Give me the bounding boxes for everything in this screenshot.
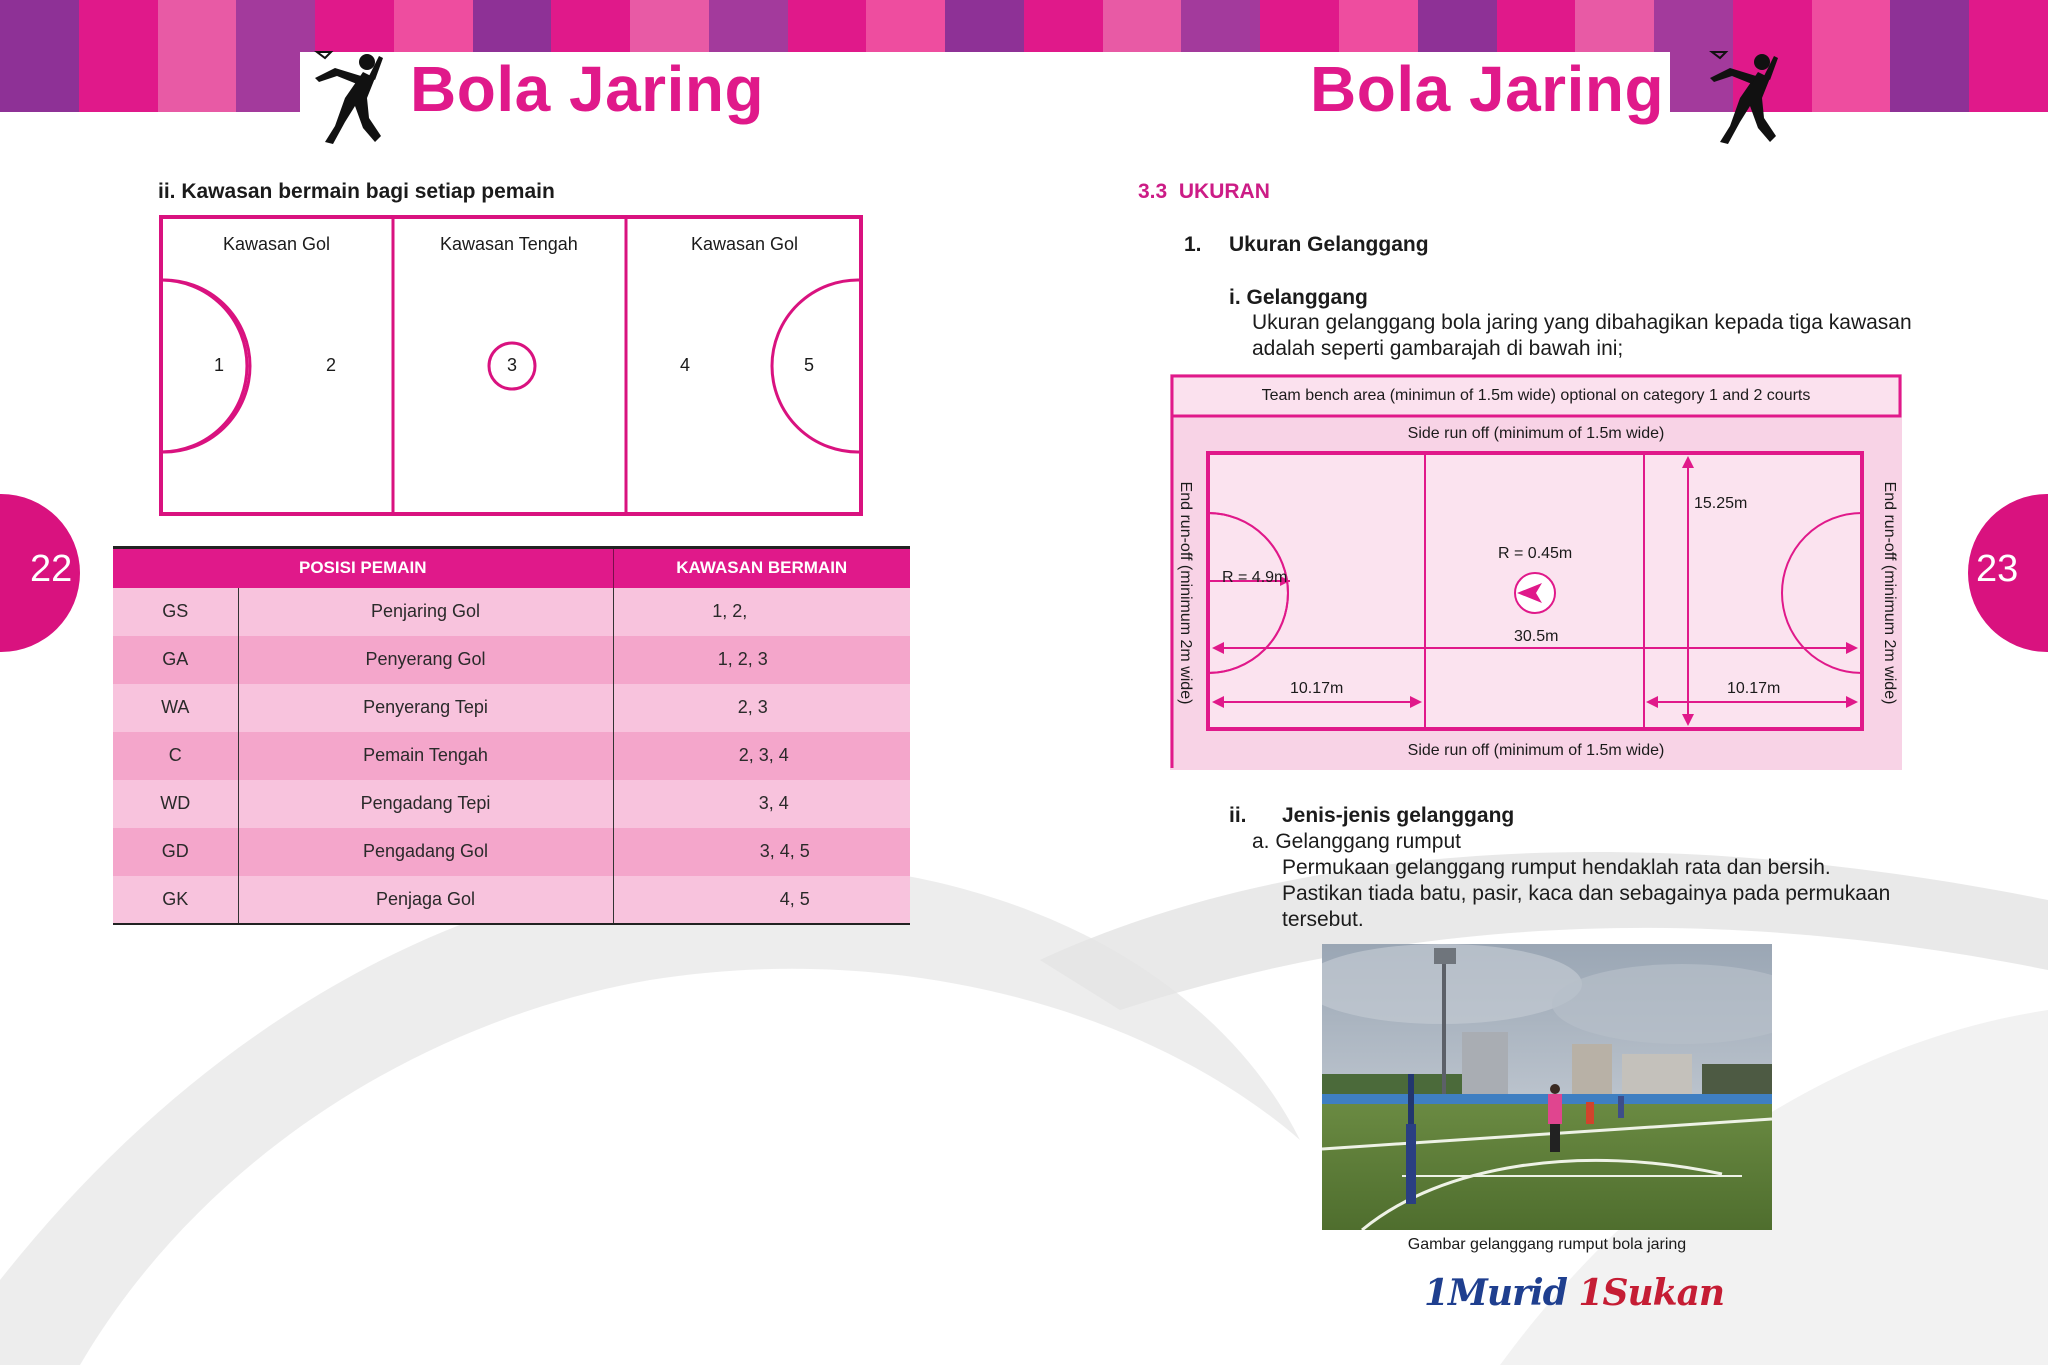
item-ii-sub-a: a. Gelanggang rumput <box>1252 830 1461 853</box>
table-header-position: POSISI PEMAIN <box>113 548 613 588</box>
photo-caption: Gambar gelanggang rumput bola jaring <box>1407 1236 1687 1253</box>
position-name: Pengadang Tepi <box>238 780 613 828</box>
third-length-left: 10.17m <box>1290 680 1344 697</box>
side-run-off-bottom: Side run off (minimum of 1.5m wide) <box>1407 742 1665 759</box>
position-name: Pemain Tengah <box>238 732 613 780</box>
1murid-1sukan-logo <box>1424 1272 1724 1314</box>
position-code: GS <box>113 588 238 636</box>
zone-marker-5: 5 <box>804 355 815 375</box>
grass-court-photo <box>1322 944 1772 1230</box>
item-i-body-line2: adalah seperti gambarajah di bawah ini; <box>1252 337 1624 360</box>
center-circle-radius: R = 0.45m <box>1498 545 1573 562</box>
position-name: Penyerang Tepi <box>238 684 613 732</box>
zones-value: 1, 2, 3 <box>717 649 768 669</box>
zones-value: 4, 5 <box>779 888 810 909</box>
left-page-title: Bola Jaring <box>410 53 765 125</box>
position-name: Penjaga Gol <box>238 876 613 924</box>
zone-marker-1: 1 <box>214 355 225 375</box>
item-ii-body-line2: Pastikan tiada batu, pasir, kaca dan sebagainya pada permukaan <box>1282 882 1891 905</box>
subsection-number: 1. <box>1184 233 1202 256</box>
right-page-title: Bola Jaring <box>1310 53 1665 125</box>
position-code: WD <box>113 780 238 828</box>
position-zones <box>613 636 910 684</box>
zones-value: 3, 4 <box>758 793 789 813</box>
item-ii-body-line1: Permukaan gelanggang rumput hendaklah rata dan bersih. <box>1282 856 1831 879</box>
position-code: GK <box>113 876 238 924</box>
goal-circle-radius: R = 4.9m <box>1222 569 1288 586</box>
item-ii-body-line3: tersebut. <box>1282 908 1364 931</box>
end-run-off-right: End run-off (minimum 2m wide) <box>1881 481 1898 705</box>
position-zones <box>613 780 910 828</box>
table-row <box>113 780 910 828</box>
zones-value: 3, 4, 5 <box>759 841 810 861</box>
zone-label-goal-left: Kawasan Gol <box>223 234 331 254</box>
netball-player-icon <box>305 48 395 148</box>
table-header-zone: KAWASAN BERMAIN <box>613 548 910 588</box>
zones-value: 2, 3 <box>737 697 768 717</box>
position-code: GD <box>113 828 238 876</box>
item-ii-number: ii. <box>1229 804 1247 827</box>
position-zones <box>613 588 910 636</box>
court-width-label: 15.25m <box>1694 495 1748 512</box>
logo-part-1: 1Murid <box>1424 1272 1579 1314</box>
table-row <box>113 636 910 684</box>
table-row <box>113 876 910 924</box>
court-diagram <box>1170 374 1902 770</box>
bench-label: Team bench area (minimun of 1.5m wide) optional on category 1 and 2 courts <box>1261 387 1811 404</box>
zone-diagram <box>158 214 866 518</box>
position-code: GA <box>113 636 238 684</box>
zone-marker-2: 2 <box>326 355 337 375</box>
position-name: Penyerang Gol <box>238 636 613 684</box>
table-row <box>113 588 910 636</box>
item-i-body-line1: Ukuran gelanggang bola jaring yang dibahagikan kepada tiga kawasan <box>1252 311 1912 334</box>
right-page-number: 23 <box>1976 548 2019 590</box>
position-code: C <box>113 732 238 780</box>
zone-marker-4: 4 <box>680 355 691 375</box>
table-row <box>113 684 910 732</box>
side-run-off-top: Side run off (minimum of 1.5m wide) <box>1407 425 1665 442</box>
position-zones <box>613 828 910 876</box>
position-zones <box>613 876 910 924</box>
position-table <box>113 546 910 925</box>
zone-label-center: Kawasan Tengah <box>440 234 578 254</box>
table-row <box>113 828 910 876</box>
section-number: 3.3 <box>1138 180 1168 203</box>
position-zones <box>613 732 910 780</box>
left-page-number: 22 <box>30 548 73 590</box>
subsection-title: Ukuran Gelanggang <box>1229 233 1429 256</box>
logo-part-2: 1Sukan <box>1578 1272 1725 1314</box>
item-i-title: i. Gelanggang <box>1229 286 1368 309</box>
court-length-label: 30.5m <box>1514 628 1559 645</box>
zones-value: 1, 2, <box>712 601 748 621</box>
section-title: UKURAN <box>1178 180 1270 203</box>
zone-label-goal-right: Kawasan Gol <box>691 234 799 254</box>
position-name: Pengadang Gol <box>238 828 613 876</box>
third-length-right: 10.17m <box>1727 680 1781 697</box>
item-ii-title: Jenis-jenis gelanggang <box>1282 804 1515 827</box>
zones-value: 2, 3, 4 <box>738 745 789 765</box>
zones-heading: ii. Kawasan bermain bagi setiap pemain <box>158 180 555 203</box>
position-code: WA <box>113 684 238 732</box>
section-heading <box>1138 180 1270 204</box>
position-name: Penjaring Gol <box>238 588 613 636</box>
netball-player-icon-right <box>1700 48 1790 148</box>
zone-marker-3: 3 <box>507 355 518 375</box>
table-row <box>113 732 910 780</box>
position-zones <box>613 684 910 732</box>
end-run-off-left: End run-off (minimum 2m wide) <box>1177 481 1194 705</box>
